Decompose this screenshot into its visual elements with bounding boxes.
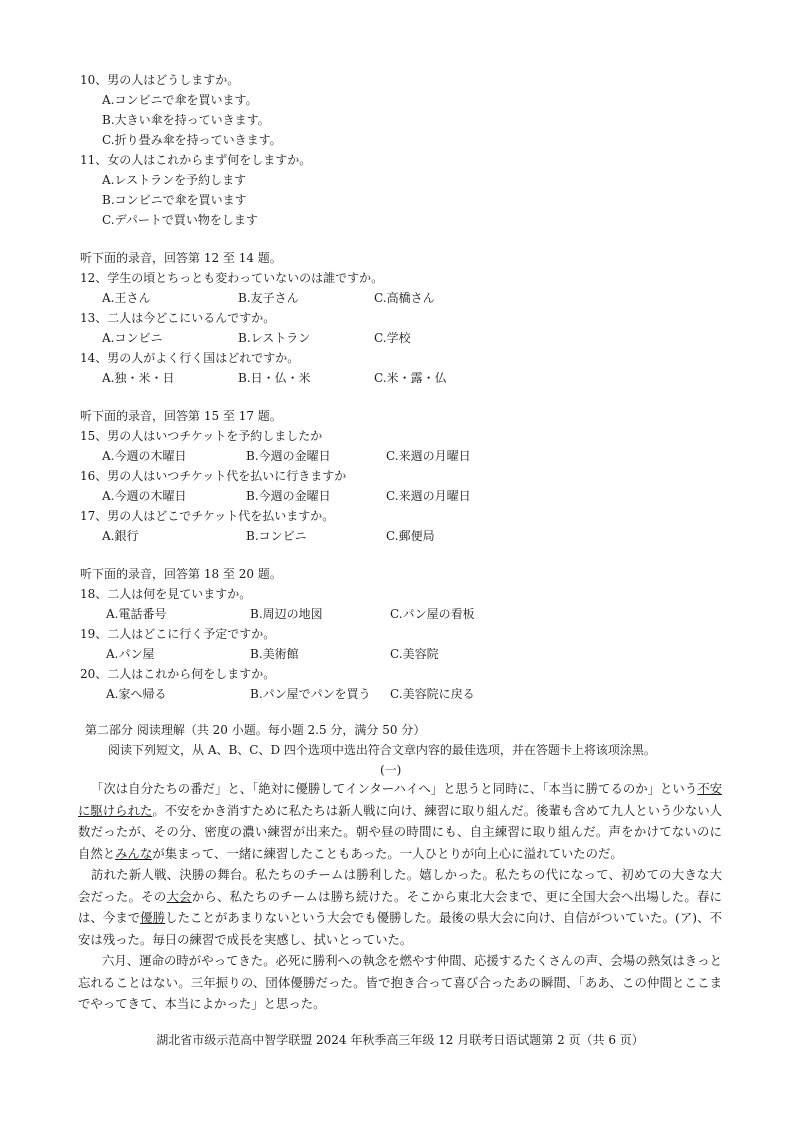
option-11b: B.コンビニで傘を買います: [102, 193, 247, 207]
p1-text-c: が集まって、一緒に練習したこともあった。一人ひとりが向上心に溢れていたのだ。: [152, 845, 623, 861]
question-10: 10、男の人はどうしますか。: [80, 73, 240, 87]
option-14b: B.日・仏・米: [238, 371, 311, 385]
question-18: 18、二人は何を見ていますか。: [80, 587, 252, 601]
option-15a: A.今週の木曜日: [102, 449, 187, 463]
option-18c: C.パン屋の看板: [390, 607, 475, 621]
option-13c: C.学校: [374, 331, 411, 345]
listening-instruction-18-20: 听下面的录音，回答第 18 至 20 题。: [80, 567, 282, 581]
option-17a: A.銀行: [102, 529, 139, 543]
option-16c: C.来週の月曜日: [386, 489, 471, 503]
option-16b: B.今週の金曜日: [246, 489, 331, 503]
p1-underline-2: みんな: [115, 845, 153, 861]
option-19a: A.パン屋: [106, 647, 155, 661]
p1-underline-1: 不安に駆けられた: [78, 781, 723, 818]
option-14c: C.米・露・仏: [374, 371, 447, 385]
option-17b: B.コンビニ: [246, 529, 307, 543]
question-12: 12、学生の頃とちっとも変わっていないのは誰ですか。: [80, 271, 384, 285]
p2-text-c: したことがあまりないという大会でも優勝した。最後の県大会に向け、自信がついていた。(ア)、不安は残った。毎日の練習で成長を実感し、拭いとっていた。: [78, 910, 723, 947]
option-10c: C.折り畳み傘を持っていきます。: [102, 133, 282, 147]
question-15: 15、男の人はいつチケットを予約しましたか: [80, 429, 323, 443]
option-12c: C.高橋さん: [374, 291, 435, 305]
passage-paragraph-1: [78, 778, 722, 864]
p2-text-a: 訪れた新人戦、決勝の舞台。私たちのチームは勝利した。嬉しかった。私たちの代になって、初めての大きな大会だった。その: [78, 867, 722, 904]
listening-instruction-12-14: 听下面的录音，回答第 12 至 14 题。: [80, 251, 282, 265]
option-12b: B.友子さん: [238, 291, 299, 305]
option-20c: C.美容院に戻る: [390, 687, 475, 701]
question-11: 11、女の人はこれからまず何をしますか。: [80, 153, 312, 167]
part2-instruction: 阅读下列短文，从 A、B、C、D 四个选项中选出符合文章内容的最佳选项，并在答题卡上将该项涂黑。: [108, 743, 656, 757]
question-13: 13、二人は今どこにいるんですか。: [80, 311, 276, 325]
option-19c: C.美容院: [390, 647, 439, 661]
option-14a: A.独・米・日: [102, 371, 175, 385]
page-footer: 湖北省市级示范高中智学联盟 2024 年秋季高三年级 12 月联考日语试题第 2 页（共 6 页）: [156, 1033, 644, 1047]
question-14: 14、男の人がよく行く国はどれですか。: [80, 351, 300, 365]
option-16a: A.今週の木曜日: [102, 489, 187, 503]
option-18b: B.周辺の地図: [250, 607, 323, 621]
option-20b: B.パン屋でパンを買う: [250, 687, 371, 701]
option-12a: A.王さん: [102, 291, 151, 305]
option-10b: B.大きい傘を持っていきます。: [102, 113, 270, 127]
option-11c: C.デパートで買い物をします: [102, 213, 258, 227]
option-13b: B.レストラン: [238, 331, 311, 345]
listening-instruction-15-17: 听下面的录音，回答第 15 至 17 题。: [80, 409, 282, 423]
part2-title: 第二部分 阅读理解（共 20 小题。每小题 2.5 分，满分 50 分）: [85, 723, 426, 737]
option-19b: B.美術館: [250, 647, 299, 661]
passage-paragraph-3: 六月、運命の時がやってきた。必死に勝利への執念を燃やす仲間、応援するたくさんの声、会場の熱気はきっと忘れることはない。三年振りの、団体優勝だった。皆で抱き合って喜び合ったあの瞬間、「ああ、この仲間とここまでやってきて、本当によかった」と思った。: [78, 953, 722, 1011]
question-16: 16、男の人はいつチケット代を払いに行きますか: [80, 469, 347, 483]
p2-text-b: から、私たちのチームは勝ち続けた。そこから東北大会まで、更に全国大会へ出場した。春には、今まで: [78, 888, 723, 925]
passage-paragraph-2: [78, 864, 722, 950]
p2-underline-2: 優勝: [140, 910, 166, 925]
p2-underline-1: 大会: [166, 888, 192, 904]
option-13a: A.コンビニ: [102, 331, 163, 345]
question-20: 20、二人はこれから何をしますか。: [80, 667, 276, 681]
option-11a: A.レストランを予約します: [102, 173, 247, 187]
option-17c: C.郵便局: [386, 529, 435, 543]
p1-text-b: 。不安をかき消すために私たちは新人戦に向け、練習に取り組んだ。後輩も含めて九人という少ない人数だったが、その分、密度の濃い練習が出来た。朝や昼の時間にも、自主練習に取り組んだ。声をかけてないのに自然と: [78, 802, 722, 861]
option-15b: B.今週の金曜日: [246, 449, 331, 463]
option-20a: A.家へ帰る: [106, 687, 167, 701]
passage-number: (一): [380, 763, 402, 777]
question-17: 17、男の人はどこでチケット代を払いますか。: [80, 509, 335, 523]
question-19: 19、二人はどこに行く予定ですか。: [80, 627, 276, 641]
option-15c: C.来週の月曜日: [386, 449, 471, 463]
option-18a: A.電話番号: [106, 607, 167, 621]
option-10a: A.コンビニで傘を買います。: [102, 93, 258, 107]
p1-text-a: 「次は自分たちの番だ」と、「絶対に優勝してインターハイへ」と思うと同時に、「本当に勝てるのか」という: [91, 781, 698, 796]
